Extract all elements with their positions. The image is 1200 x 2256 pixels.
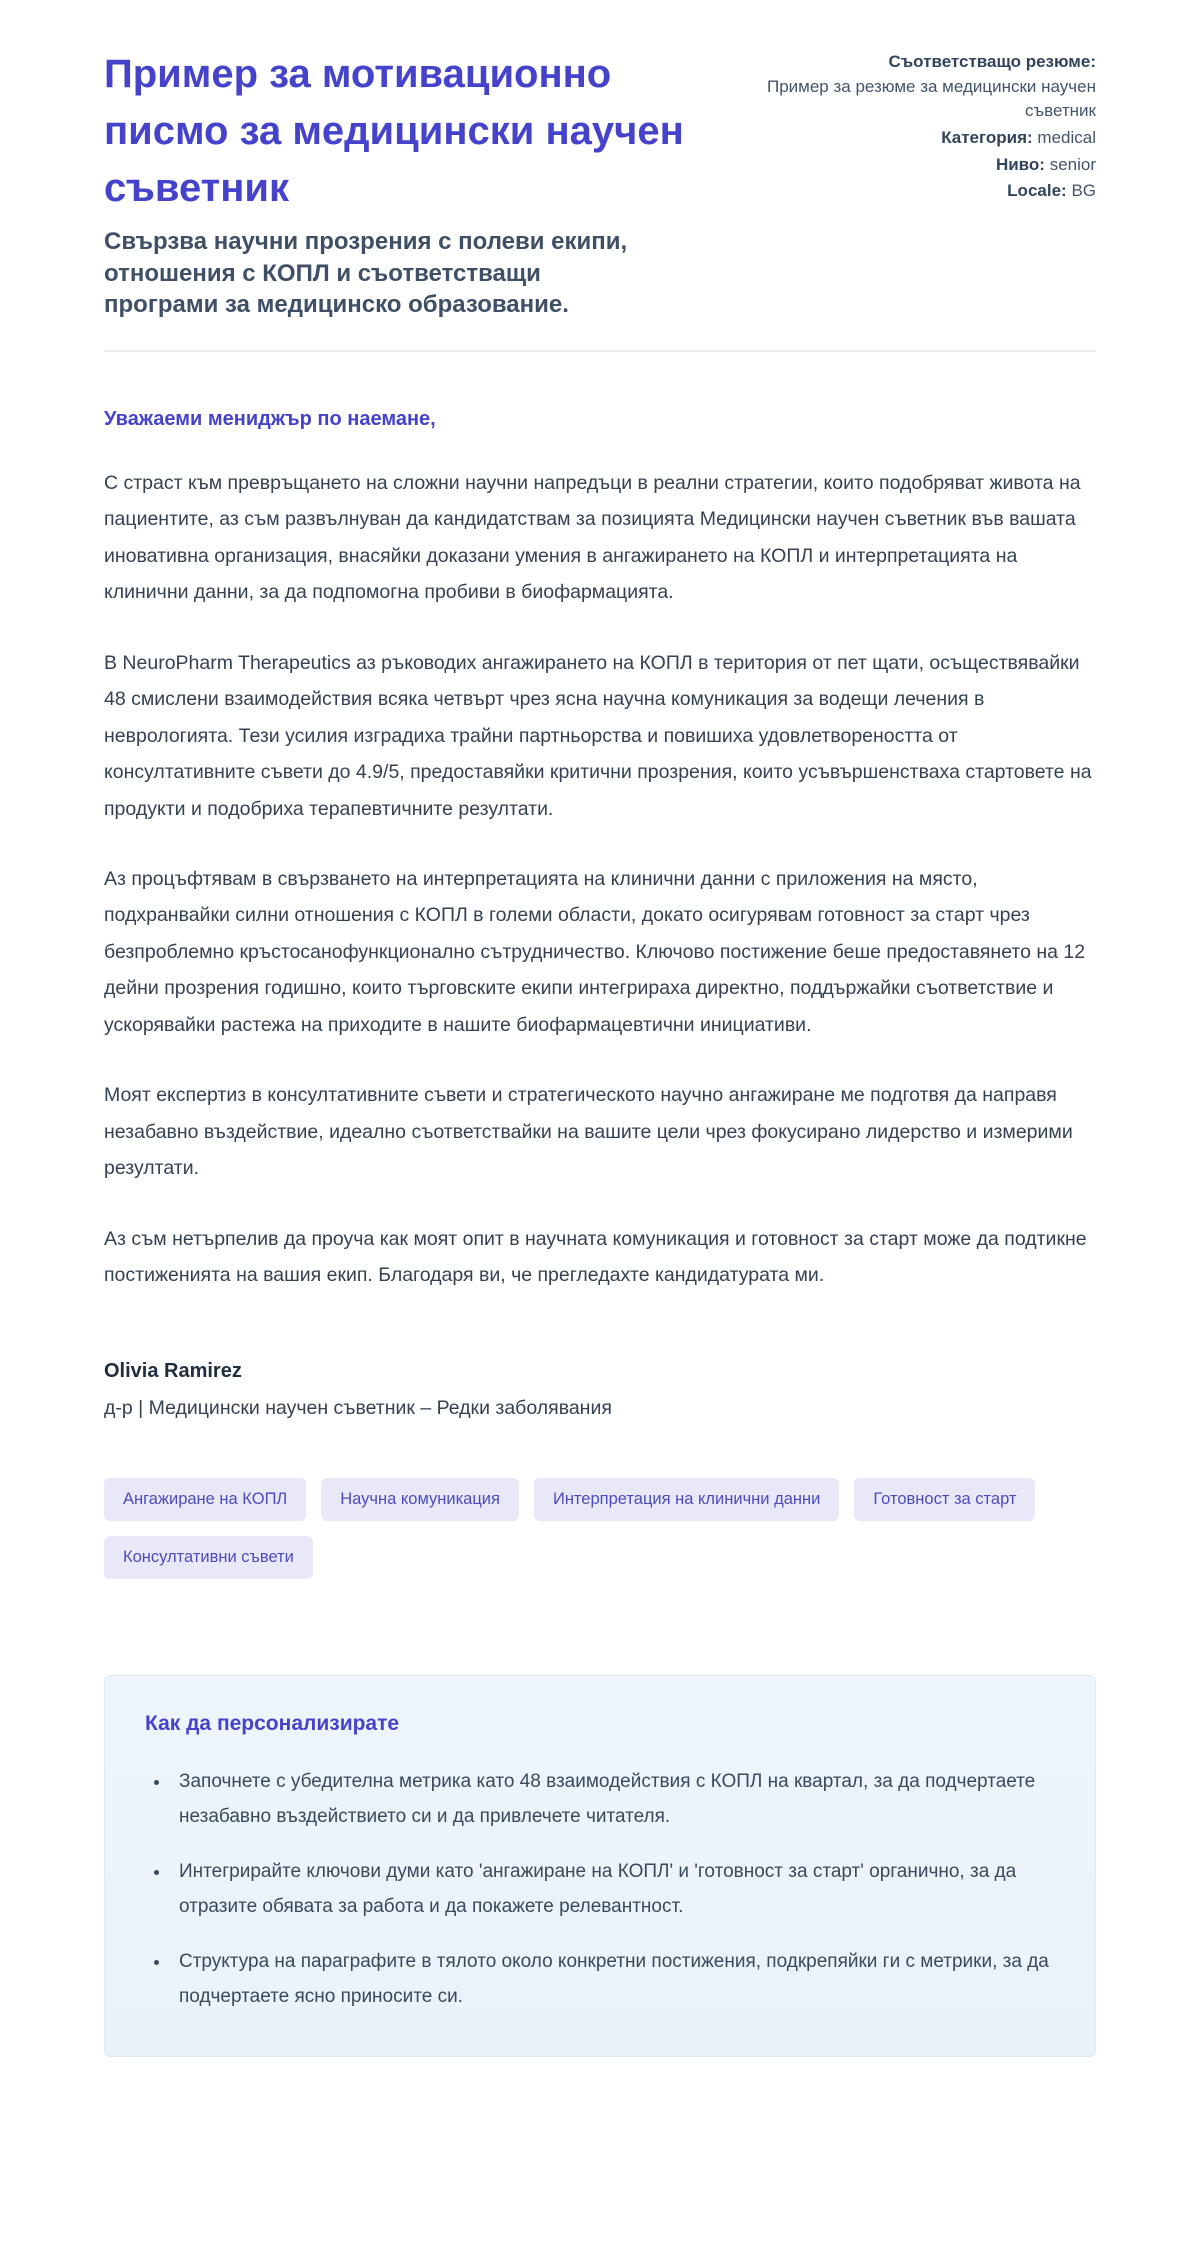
matching-resume-link[interactable]: Пример за резюме за медицински научен съветник [766, 76, 1096, 121]
letter-paragraph-1: С страст към превръщането на сложни научни напредъци в реални стратегии, които подобряват живота на пациентите, аз съм развълнуван да кандидатствам за позицията Медицински научен съветник във вашата иновативна организация, внасяйки доказани умения в ангажирането на КОПЛ и интерпретацията на клинични данни, за да подпомогна пробиви в биофармацията. [104, 471, 1081, 604]
divider [104, 350, 1096, 352]
header-left [104, 46, 724, 320]
locale-value: BG [1071, 181, 1096, 201]
signature-block [104, 1360, 1096, 1420]
skill-tag-scientific-communication: Научна комуникация [321, 1478, 519, 1521]
tip-item-3: • Структура на параграфите в тялото около конкретни постижения, подкрепяйки ги с метрики, за да подчертаете ясно приносите си. [171, 1944, 1055, 2014]
locale-label: Locale: [1007, 181, 1067, 201]
greeting: Уважаеми мениджър по наемане, [104, 407, 436, 430]
tips-title: Как да персонализирате [145, 1711, 400, 1735]
letter-paragraph-5: Аз съм нетърпелив да проуча как моят опит в научната комуникация и готовност за старт може да подтикне постиженията на вашия екип. Благодаря ви, че прегледахте кандидатурата ми. [104, 1227, 1087, 1287]
meta-level-row [748, 153, 1096, 178]
matching-resume-label: Съответстващо резюме: [888, 52, 1096, 71]
letter-paragraph-3: Аз процъфтявам в свързването на интерпретацията на клинични данни с приложения на място, подхранвайки силни отношения с КОПЛ в големи области, докато осигурявам готовност за старт чрез безпроблемно кръстосанофункционално сътрудничество. Ключово постижение беше предоставянето на 12 дейни прозрения годишно, които търговските екипи интегрираха директно, поддържайки съответствие и ускорявайки растежа на приходите в нашите биофармацевтични инициативи. [104, 868, 1086, 1036]
letter-paragraph-4: Моят експертиз в консултативните съвети и стратегическото научно ангажиране ме подготвя да направя незабавно въздействие, идеално съответствайки на вашите цели чрез фокусирано лидерство и измерими резултати. [104, 1084, 1073, 1180]
meta-category-row [748, 126, 1096, 151]
personalization-tips-box [104, 1675, 1096, 2058]
level-value: senior [1049, 154, 1096, 174]
level-label: Ниво: [995, 154, 1045, 174]
letter-paragraph-2: В NeuroPharm Therapeutics аз ръководих ангажирането на КОПЛ в територия от пет щати, осъществявайки 48 смислени взаимодействия всяка четвърт чрез ясна научна комуникация за водещи лечения в неврологията. Тези усилия изградиха трайни партньорства и повишиха удовлетвореността от консултативните съвети до 4.9/5, предоставяйки критични прозрения, които усъвършенстваха стартовете на продукти и подобриха терапевтичните резултати. [104, 651, 1092, 820]
skill-tag-clinical-data-interpretation: Интерпретация на клинични данни [534, 1478, 839, 1521]
page-title: Пример за мотивационно писмо за медицински научен съветник [104, 52, 684, 210]
skill-tag-launch-readiness: Готовност за старт [854, 1478, 1035, 1521]
meta-locale-row [748, 179, 1096, 204]
tips-list [145, 1764, 1055, 2015]
tip-item-1: • Започнете с убедителна метрика като 48 взаимодействия с КОПЛ на квартал, за да подчертаете незабавно въздействието си и да привлечете читателя. [171, 1764, 1055, 1834]
category-value: medical [1037, 127, 1096, 147]
signature-role: д-р | Медицински научен съветник – Редки заболявания [104, 1396, 612, 1419]
skill-tag-kol-engagement: Ангажиране на КОПЛ [104, 1478, 306, 1521]
skill-tags [104, 1478, 1096, 1579]
tip-item-2: • Интегрирайте ключови думи като 'ангажиране на КОПЛ' и 'готовност за старт' органично, за да отразите обявата за работа и да покажете релевантност. [171, 1854, 1055, 1924]
header [104, 46, 1096, 320]
signature-name: Olivia Ramirez [104, 1359, 242, 1382]
page [104, 0, 1096, 2127]
page-subtitle: Свързва научни прозрения с полеви екипи, отношения с КОПЛ и съответстващи програми за медицинско образование. [104, 228, 628, 318]
meta-panel [748, 46, 1096, 204]
cover-letter-body [104, 408, 1096, 1420]
skill-tag-advisory-boards: Консултативни съвети [104, 1536, 313, 1579]
category-label: Категория: [941, 127, 1033, 147]
